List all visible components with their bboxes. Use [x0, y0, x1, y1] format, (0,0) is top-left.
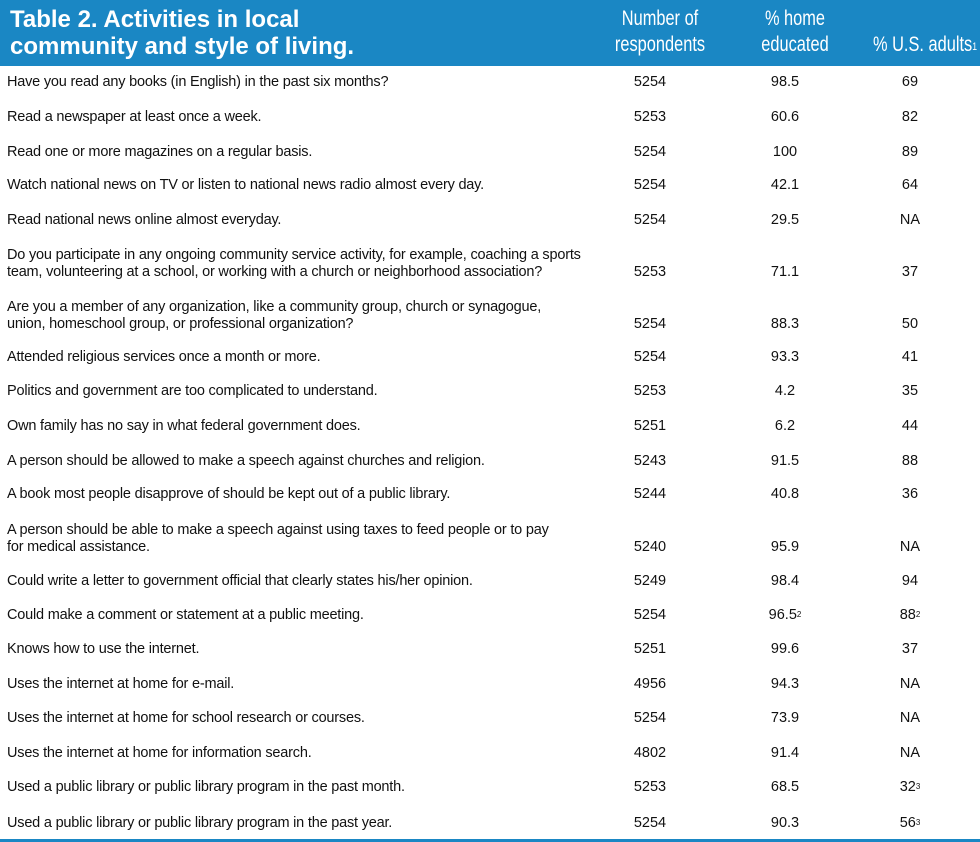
row-question-line: A book most people disapprove of should be kept out of a public library. [7, 486, 451, 502]
cell-home-educated [745, 573, 825, 590]
cell-respondents [610, 486, 690, 503]
cell-respondents-value: 5254 [633, 710, 667, 726]
cell-respondents [610, 453, 690, 470]
cell-respondents-value: 5253 [633, 779, 667, 795]
row-question-line: Watch national news on TV or listen to national news radio almost every day. [7, 177, 484, 193]
cell-respondents [610, 676, 690, 693]
cell-home-educated-value: 90.3 [770, 815, 800, 831]
cell-us-adults-value: 56 [899, 815, 916, 831]
cell-home-educated-value: 99.6 [770, 641, 800, 657]
cell-us-adults-footnote: 3 [915, 782, 921, 791]
cell-respondents [610, 418, 690, 435]
cell-respondents [610, 177, 690, 194]
cell-home-educated-value: 40.8 [770, 486, 800, 502]
cell-us-adults-value: 94 [901, 573, 919, 589]
column-header-respondents [605, 6, 714, 58]
cell-home-educated-value: 98.5 [770, 74, 800, 90]
row-question-line: union, homeschool group, or professional organization? [7, 316, 354, 332]
cell-home-educated [745, 607, 825, 624]
row-question-line: A person should be allowed to make a speech against churches and religion. [7, 453, 485, 469]
cell-home-educated-value: 73.9 [770, 710, 800, 726]
cell-respondents-value: 5251 [633, 641, 667, 657]
cell-us-adults [870, 177, 950, 194]
row-question-line: Read national news online almost everyday. [7, 212, 282, 228]
cell-home-educated-value: 68.5 [770, 779, 800, 795]
cell-us-adults-value: NA [899, 710, 921, 726]
cell-us-adults-value: NA [899, 212, 921, 228]
cell-home-educated [745, 676, 825, 693]
row-question-line: Could make a comment or statement at a public meeting. [7, 607, 364, 623]
table-title-line-1: Table 2. Activities in local [10, 6, 300, 33]
cell-us-adults [870, 745, 950, 762]
cell-home-educated [745, 418, 825, 435]
cell-us-adults-value: 44 [901, 418, 919, 434]
cell-respondents-value: 5243 [633, 453, 667, 469]
row-question-line: Used a public library or public library program in the past month. [7, 779, 405, 795]
cell-us-adults [870, 779, 950, 796]
cell-us-adults [870, 573, 950, 590]
cell-us-adults [870, 710, 950, 727]
row-question [7, 522, 627, 556]
row-question [7, 710, 627, 727]
cell-respondents-value: 5254 [633, 316, 667, 332]
cell-us-adults-value: NA [899, 539, 921, 555]
cell-us-adults [870, 349, 950, 366]
cell-home-educated [745, 539, 825, 556]
cell-respondents [610, 264, 690, 281]
cell-home-educated-value: 4.2 [774, 383, 796, 399]
cell-respondents-value: 5254 [633, 607, 667, 623]
cell-respondents-value: 5254 [633, 815, 667, 831]
cell-us-adults [870, 418, 950, 435]
cell-home-educated [745, 144, 825, 161]
cell-home-educated [745, 710, 825, 727]
cell-home-educated-value: 95.9 [770, 539, 800, 555]
column-header-home-line-2: educated [761, 33, 829, 56]
cell-respondents-value: 5244 [633, 486, 667, 502]
row-question-line: for medical assistance. [7, 539, 150, 555]
row-question [7, 745, 627, 762]
cell-us-adults-value: 89 [901, 144, 919, 160]
cell-home-educated-value: 42.1 [770, 177, 800, 193]
cell-home-educated [745, 109, 825, 126]
cell-home-educated [745, 349, 825, 366]
row-question-line: Used a public library or public library program in the past year. [7, 815, 393, 831]
cell-home-educated-value: 96.5 [768, 607, 797, 623]
cell-us-adults-footnote: 3 [915, 818, 921, 827]
row-question [7, 177, 627, 194]
cell-us-adults [870, 144, 950, 161]
column-header-home-line-1: % home [764, 7, 826, 30]
row-question [7, 349, 627, 366]
cell-respondents-value: 5254 [633, 74, 667, 90]
cell-home-educated [745, 779, 825, 796]
cell-us-adults-value: 88 [901, 453, 919, 469]
cell-us-adults [870, 607, 950, 624]
cell-home-educated-value: 91.5 [770, 453, 800, 469]
cell-us-adults [870, 383, 950, 400]
row-question [7, 779, 627, 796]
row-question [7, 607, 627, 624]
cell-us-adults [870, 676, 950, 693]
cell-respondents-value: 5249 [633, 573, 667, 589]
cell-home-educated-value: 29.5 [770, 212, 800, 228]
cell-respondents-value: 4802 [633, 745, 667, 761]
cell-us-adults-value: 69 [901, 74, 919, 90]
cell-respondents-value: 4956 [633, 676, 667, 692]
table-title-line-2: community and style of living. [10, 33, 355, 60]
cell-us-adults [870, 539, 950, 556]
cell-respondents [610, 745, 690, 762]
column-header-respondents-line-2: respondents [614, 33, 706, 56]
table-title [10, 6, 570, 60]
cell-respondents [610, 779, 690, 796]
cell-home-educated [745, 453, 825, 470]
cell-respondents-value: 5254 [633, 144, 667, 160]
cell-us-adults-value: 82 [901, 109, 919, 125]
row-question-line: Own family has no say in what federal government does. [7, 418, 361, 434]
cell-home-educated-value: 98.4 [770, 573, 800, 589]
row-question-line: Read a newspaper at least once a week. [7, 109, 262, 125]
cell-us-adults-value: 36 [901, 486, 919, 502]
row-question [7, 383, 627, 400]
row-question [7, 486, 627, 503]
cell-respondents-value: 5254 [633, 177, 667, 193]
row-question [7, 815, 627, 832]
row-question-line: A person should be able to make a speech against using taxes to feed people or to pay [7, 522, 549, 538]
column-header-us-label: % U.S. adults [872, 33, 973, 56]
cell-home-educated [745, 383, 825, 400]
column-header-home-educated [740, 6, 849, 58]
row-question-line: Could write a letter to government official that clearly states his/her opinion. [7, 573, 473, 589]
cell-respondents-value: 5253 [633, 383, 667, 399]
row-question-line: Politics and government are too complicated to understand. [7, 383, 378, 399]
row-question [7, 641, 627, 658]
cell-us-adults-value: 35 [901, 383, 919, 399]
cell-respondents-value: 5251 [633, 418, 667, 434]
cell-us-adults-footnote: 2 [915, 610, 921, 619]
cell-us-adults-value: NA [899, 676, 921, 692]
table-header [0, 0, 980, 66]
cell-respondents-value: 5254 [633, 349, 667, 365]
row-question [7, 109, 627, 126]
row-question [7, 212, 627, 229]
cell-home-educated-value: 93.3 [770, 349, 800, 365]
cell-home-educated [745, 486, 825, 503]
cell-home-educated [745, 641, 825, 658]
row-question-line: Uses the internet at home for school research or courses. [7, 710, 365, 726]
row-question-line: Read one or more magazines on a regular basis. [7, 144, 313, 160]
row-question-line: team, volunteering at a school, or working with a church or neighborhood association? [7, 264, 543, 280]
cell-us-adults-value: 32 [899, 779, 916, 795]
cell-us-adults-value: 41 [901, 349, 919, 365]
cell-home-educated [745, 177, 825, 194]
cell-home-educated [745, 264, 825, 281]
cell-respondents-value: 5240 [633, 539, 667, 555]
row-question [7, 573, 627, 590]
cell-us-adults [870, 109, 950, 126]
row-question [7, 453, 627, 470]
cell-home-educated-value: 60.6 [770, 109, 800, 125]
cell-home-educated-value: 71.1 [770, 264, 800, 280]
row-question [7, 418, 627, 435]
cell-home-educated [745, 74, 825, 91]
cell-respondents [610, 573, 690, 590]
row-question-line: Attended religious services once a month or more. [7, 349, 321, 365]
cell-home-educated-value: 94.3 [770, 676, 800, 692]
cell-us-adults-value: 37 [901, 264, 919, 280]
cell-respondents [610, 212, 690, 229]
cell-respondents [610, 710, 690, 727]
cell-respondents [610, 641, 690, 658]
cell-us-adults-value: 50 [901, 316, 919, 332]
cell-respondents [610, 815, 690, 832]
column-header-us-adults [855, 32, 980, 58]
cell-us-adults [870, 264, 950, 281]
cell-respondents [610, 316, 690, 333]
cell-respondents-value: 5254 [633, 212, 667, 228]
row-question-line: Have you read any books (in English) in the past six months? [7, 74, 389, 90]
cell-respondents [610, 607, 690, 624]
cell-us-adults-value: 37 [901, 641, 919, 657]
cell-respondents [610, 349, 690, 366]
cell-home-educated-value: 100 [772, 144, 798, 160]
cell-respondents [610, 539, 690, 556]
cell-respondents-value: 5253 [633, 264, 667, 280]
cell-us-adults [870, 74, 950, 91]
row-question [7, 74, 627, 91]
row-question [7, 144, 627, 161]
cell-respondents [610, 144, 690, 161]
cell-home-educated [745, 212, 825, 229]
cell-home-educated [745, 815, 825, 832]
cell-us-adults [870, 212, 950, 229]
cell-us-adults [870, 316, 950, 333]
cell-us-adults [870, 641, 950, 658]
cell-home-educated-footnote: 2 [796, 610, 802, 619]
cell-us-adults [870, 486, 950, 503]
cell-us-adults-value: 64 [901, 177, 919, 193]
row-question [7, 676, 627, 693]
cell-respondents [610, 109, 690, 126]
cell-respondents [610, 383, 690, 400]
column-header-respondents-line-1: Number of [621, 7, 699, 30]
cell-us-adults [870, 815, 950, 832]
row-question-line: Uses the internet at home for information search. [7, 745, 312, 761]
cell-home-educated [745, 745, 825, 762]
cell-us-adults-value: 88 [899, 607, 916, 623]
cell-home-educated-value: 91.4 [770, 745, 800, 761]
cell-home-educated-value: 88.3 [770, 316, 800, 332]
cell-us-adults-value: NA [899, 745, 921, 761]
row-question-line: Knows how to use the internet. [7, 641, 200, 657]
row-question [7, 299, 627, 333]
row-question [7, 247, 627, 281]
cell-us-adults [870, 453, 950, 470]
row-question-line: Are you a member of any organization, like a community group, church or synagogue, [7, 299, 542, 315]
row-question-line: Do you participate in any ongoing community service activity, for example, coaching a sports [7, 247, 581, 263]
column-header-us-footnote: 1 [972, 41, 978, 53]
cell-home-educated-value: 6.2 [774, 418, 796, 434]
row-question-line: Uses the internet at home for e-mail. [7, 676, 235, 692]
cell-respondents [610, 74, 690, 91]
cell-home-educated [745, 316, 825, 333]
cell-respondents-value: 5253 [633, 109, 667, 125]
